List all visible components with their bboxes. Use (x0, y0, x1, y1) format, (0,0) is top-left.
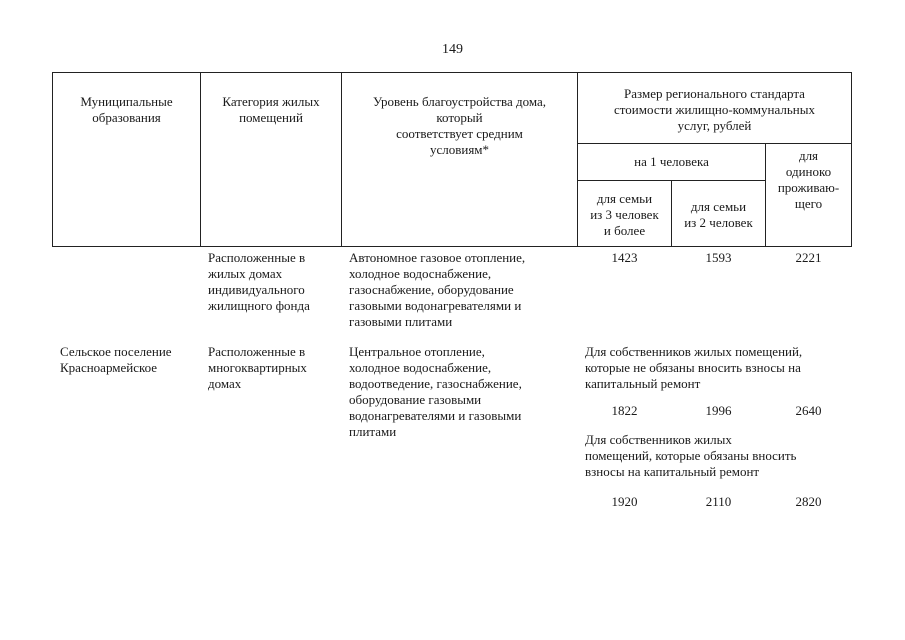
page-number: 149 (442, 42, 463, 57)
header-family-2: для семьи из 2 человек (684, 199, 753, 230)
row1-category: Расположенные в жилых домах индивидуального жилищного фонда (208, 250, 310, 313)
header-single-resident: для одиноко проживаю- щего (777, 148, 840, 211)
row2-note-not-obliged: Для собственников жилых помещений, которые не обязаны вносить взносы на капитальный ремонт (585, 344, 803, 391)
row1-comfort: Автономное газовое отопление, холодное водоснабжение, газоснабжение, оборудование газовыми водонагревателями и газовыми плитами (349, 250, 526, 329)
header-bottom-border (52, 246, 852, 247)
header-comfort-level: Уровень благоустройства дома, который соответствует средним условиям* (372, 94, 547, 157)
row2-value2-family3: 1920 (611, 494, 638, 509)
table-right-border (851, 72, 852, 247)
row2-value1-single: 2640 (795, 403, 822, 418)
row2-comfort: Центральное отопление, холодное водоснабжение, водоотведение, газоснабжение, оборудование газовыми водонагревателями и газовыми плитами (349, 344, 522, 439)
header-regional-standard: Размер регионального стандарта стоимости жилищно-коммунальных услуг, рублей (614, 86, 815, 133)
row1-value-family3: 1423 (611, 250, 638, 265)
row2-value2-family2: 2110 (705, 494, 732, 509)
header-category: Категория жилых помещений (222, 94, 320, 125)
row2-note-obliged: Для собственников жилых помещений, которые обязаны вносить взносы на капитальный ремонт (585, 432, 797, 479)
row2-value2-single: 2820 (795, 494, 822, 509)
row1-value-single: 2221 (795, 250, 822, 265)
row2-municipality: Сельское поселение Красноармейское (60, 344, 172, 375)
header-municipality: Муниципальные образования (80, 94, 173, 125)
row2-value1-family3: 1822 (611, 403, 638, 418)
subheader-border (577, 143, 852, 144)
header-family-3: для семьи из 3 человек и более (590, 191, 659, 238)
row2-category: Расположенные в многоквартирных домах (208, 344, 307, 391)
row2-value1-family2: 1996 (705, 403, 732, 418)
header-per-person: на 1 человека (634, 154, 709, 169)
table-top-border (52, 72, 852, 73)
row1-value-family2: 1593 (705, 250, 732, 265)
